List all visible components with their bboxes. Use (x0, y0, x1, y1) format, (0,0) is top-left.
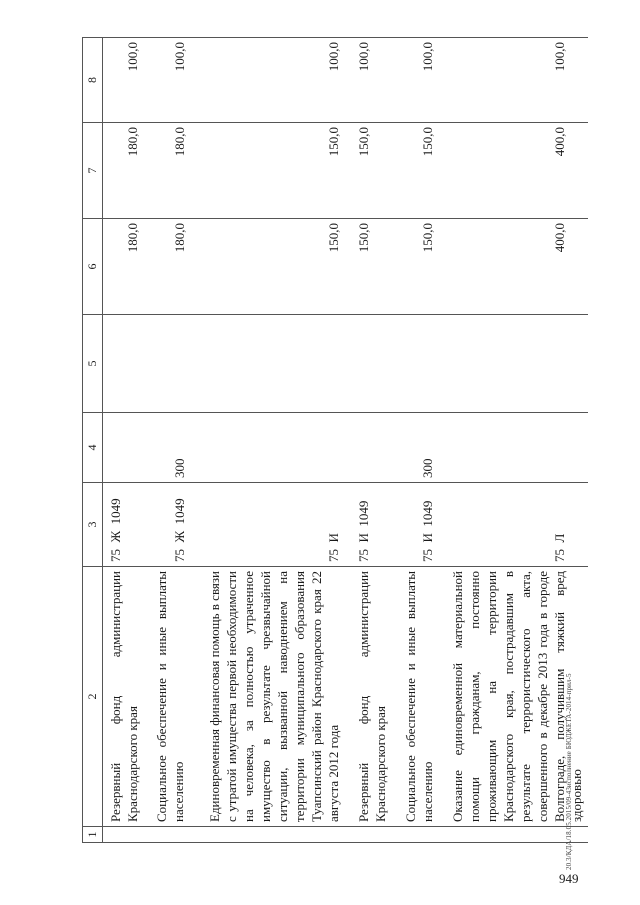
table-row (103, 38, 151, 843)
cell-col5 (392, 315, 439, 413)
cell-col6: 400,0 (439, 219, 588, 315)
cell-col6: 180,0 (150, 219, 196, 315)
cell-col7: 150,0 (345, 123, 392, 219)
cell-col8: 100,0 (392, 38, 439, 123)
budget-table (82, 37, 588, 843)
cell-col5 (150, 315, 196, 413)
column-header: 5 (83, 315, 103, 413)
cell-code: 75 И 1049 (392, 483, 439, 567)
cell-col7: 180,0 (150, 123, 196, 219)
column-header: 1 (83, 827, 103, 843)
cell-col8: 100,0 (150, 38, 196, 123)
column-header: 8 (83, 38, 103, 123)
cell-code: 75 Ж 1049 (150, 483, 196, 567)
cell-col6: 150,0 (196, 219, 345, 315)
cell-description: Социальное обеспечение и иные выплаты населению (150, 567, 196, 827)
cell-col7: 400,0 (439, 123, 588, 219)
table-row (150, 38, 196, 843)
cell-code: 75 И 1049 (345, 483, 392, 567)
cell-col5 (196, 315, 345, 413)
table-row (392, 38, 439, 843)
cell-col5 (103, 315, 151, 413)
cell-col8: 100,0 (345, 38, 392, 123)
cell-col6: 150,0 (345, 219, 392, 315)
column-header: 6 (83, 219, 103, 315)
column-header: 4 (83, 413, 103, 483)
table-row (345, 38, 392, 843)
cell-col6: 180,0 (103, 219, 151, 315)
cell-description: Социальное обеспечение и иные выплаты населению (392, 567, 439, 827)
cell-description: Резервный фонд администрации Краснодарского края (103, 567, 151, 827)
column-header: 3 (83, 483, 103, 567)
cell-col4: 300 (150, 413, 196, 483)
cell-col5 (345, 315, 392, 413)
cell-code: 75 И (196, 483, 345, 567)
cell-description: Резервный фонд администрации Краснодарского края (345, 567, 392, 827)
table-row (196, 38, 345, 843)
cell-col7: 150,0 (196, 123, 345, 219)
cell-col1 (392, 827, 439, 843)
cell-col7: 150,0 (392, 123, 439, 219)
cell-description: Оказание единовременной материальной помощи гражданам, постоянно проживающим на территории Краснодарского края, пострадавшим в результате террористического акта, совершенного в декабре 2013 года в городе Волгограде, получившим тяжкий вред здоровью (439, 567, 588, 827)
cell-col4 (196, 413, 345, 483)
cell-col1 (103, 827, 151, 843)
cell-description: Единовременная финансовая помощь в связи с утратой имущества первой необходимости на человека, за полностью утраченное имущество в результате чрезвычайной ситуации, вызванной наводнением на территории муниципального образования Туапсинский район Краснодарского края 22 августа 2012 года (196, 567, 345, 827)
cell-col1 (196, 827, 345, 843)
table-header-row (83, 38, 103, 843)
column-header: 7 (83, 123, 103, 219)
cell-col7: 180,0 (103, 123, 151, 219)
cell-col4: 300 (392, 413, 439, 483)
cell-col4 (439, 413, 588, 483)
cell-col4 (103, 413, 151, 483)
cell-col8: 100,0 (103, 38, 151, 123)
cell-col8: 100,0 (196, 38, 345, 123)
cell-col4 (345, 413, 392, 483)
cell-col1 (150, 827, 196, 843)
cell-col6: 150,0 (392, 219, 439, 315)
column-header: 2 (83, 567, 103, 827)
page-number: 949 (559, 871, 579, 886)
file-reference-footer: 20.3/КДА/18.05.2015/09-43исполнение БЮДЖЕТА-2014-прил-5 (565, 673, 573, 870)
cell-col5 (439, 315, 588, 413)
cell-code: 75 Л (439, 483, 588, 567)
cell-col8: 100,0 (439, 38, 588, 123)
cell-col1 (345, 827, 392, 843)
cell-code: 75 Ж 1049 (103, 483, 151, 567)
